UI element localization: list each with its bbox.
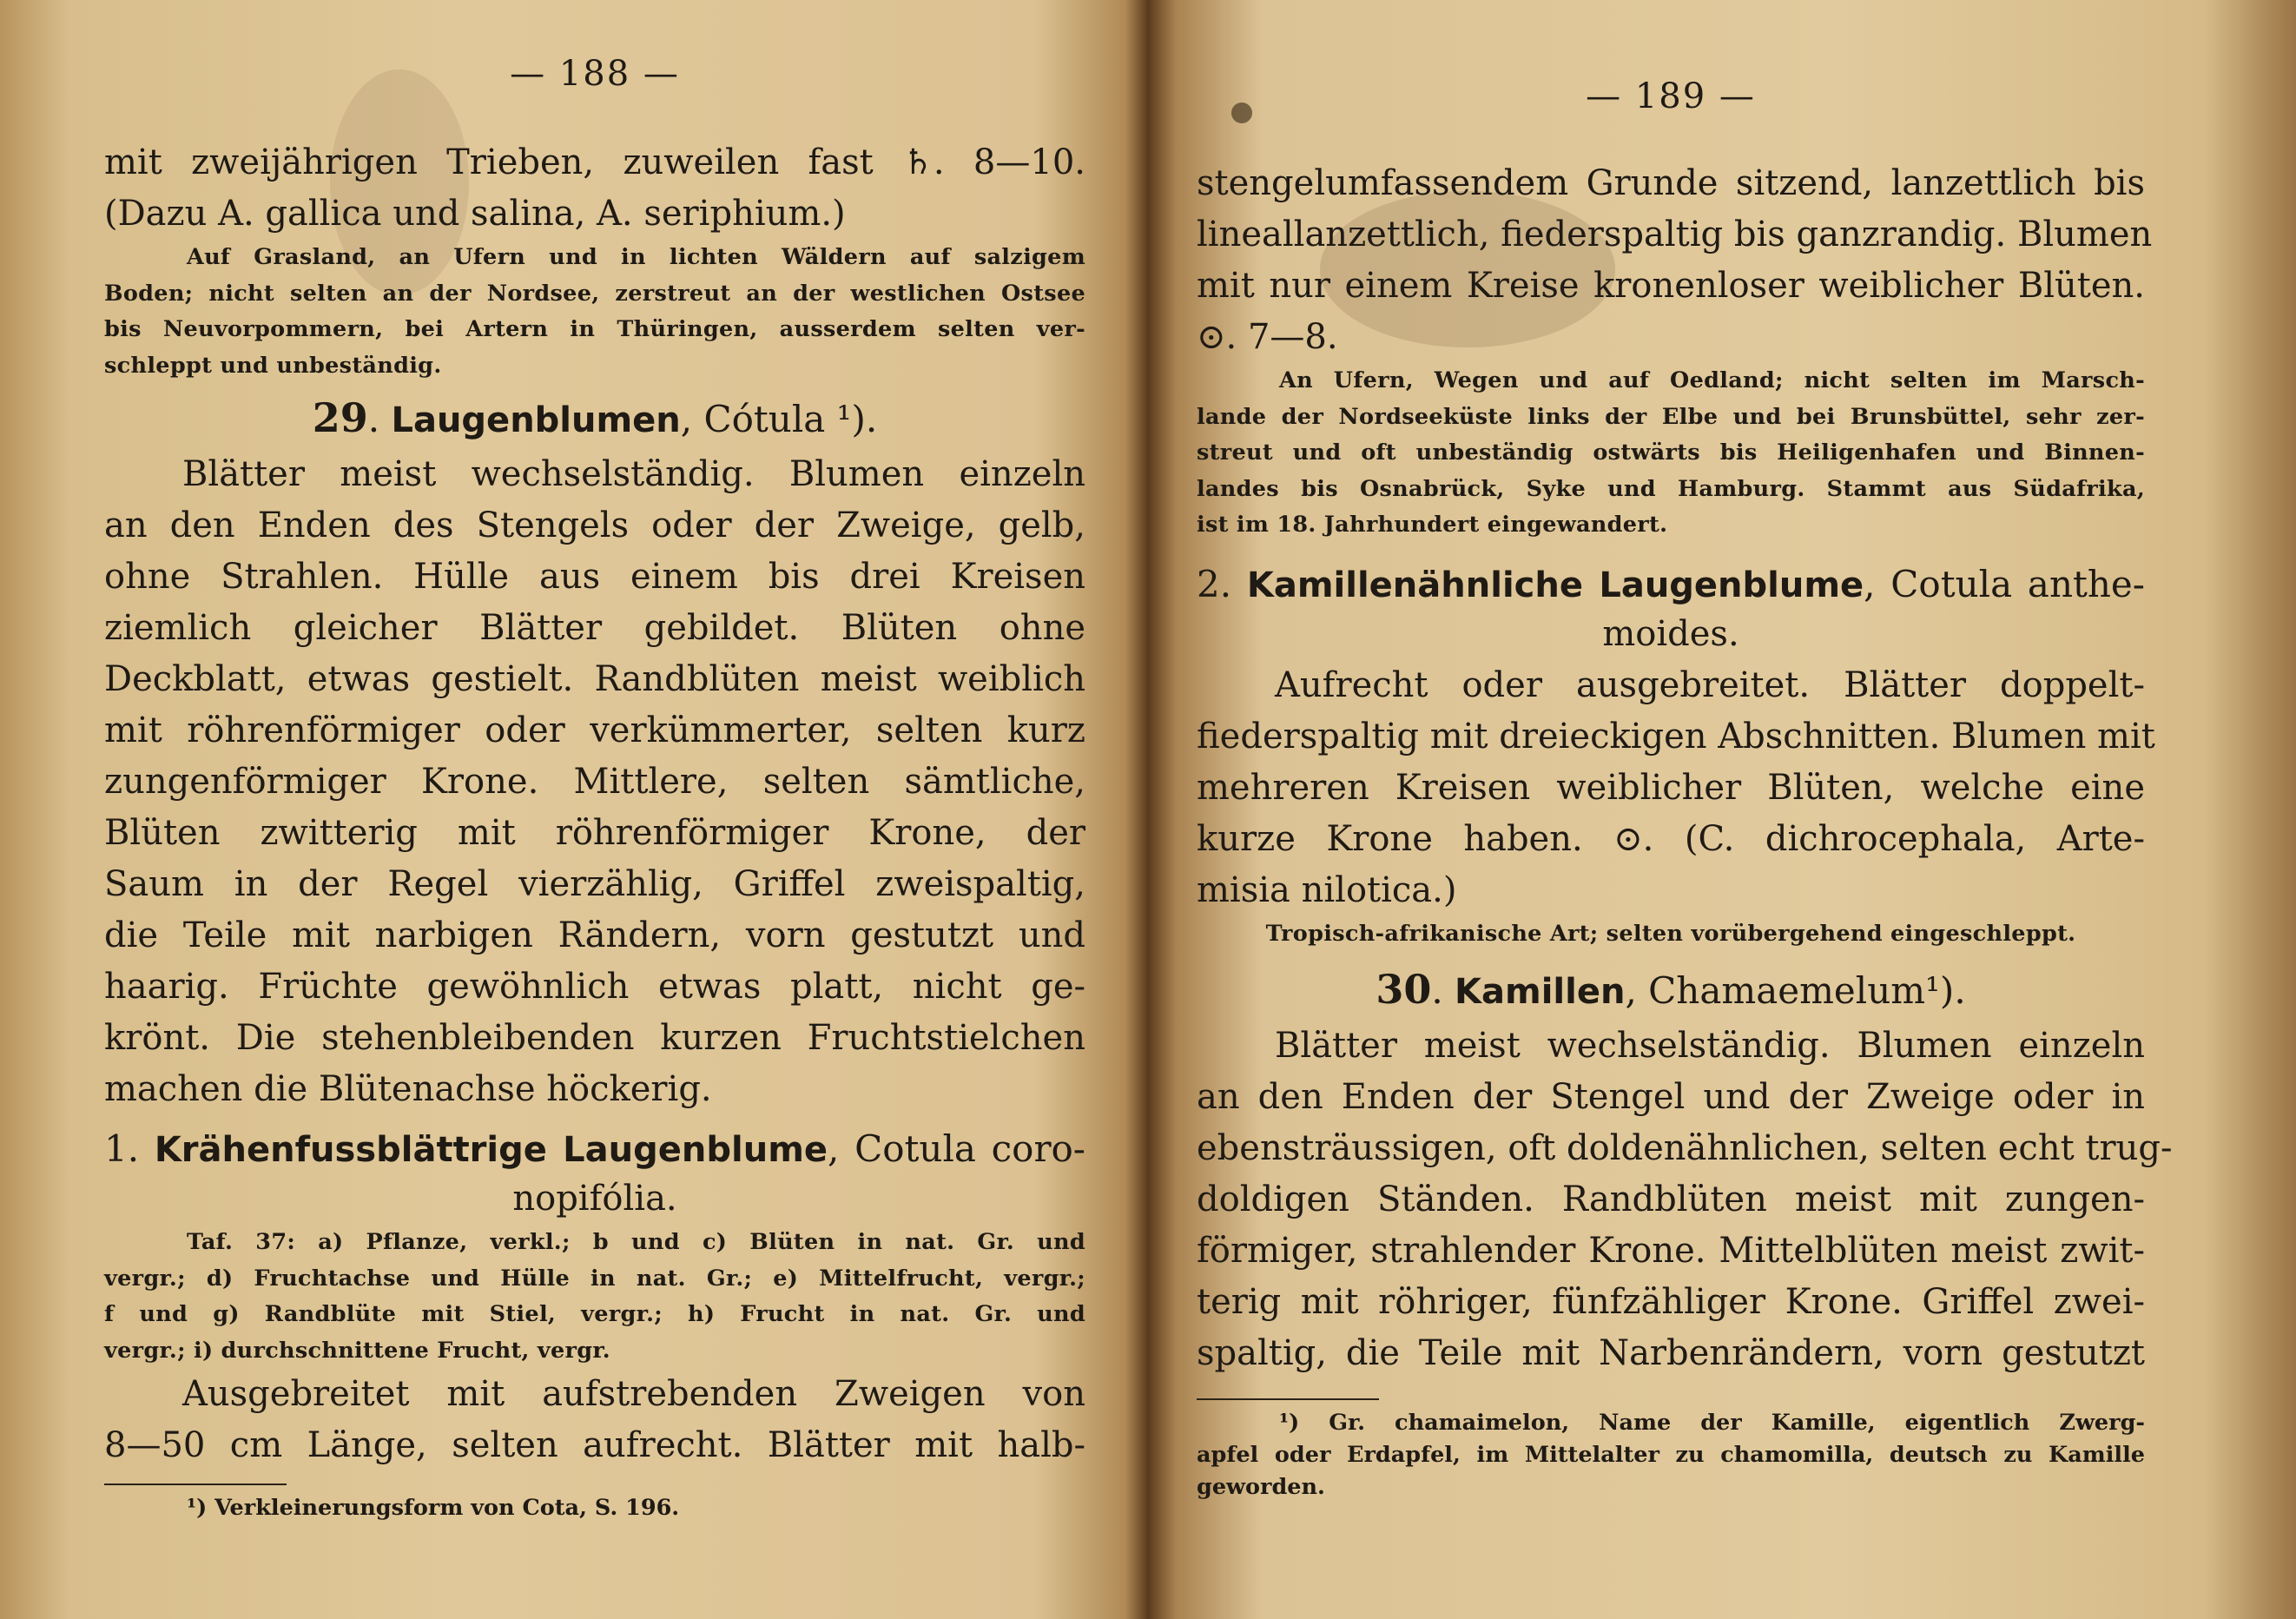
genus-heading: 30. Kamillen, Chamaemelum¹).: [1376, 966, 1966, 1013]
species-heading: [1197, 556, 2145, 614]
footnote-line: geworden.: [1197, 1474, 1325, 1500]
genus-number: 30: [1376, 966, 1432, 1013]
text-line: lineallanzettlich, fiederspaltig bis ganzrandig. Blumen: [1197, 215, 2153, 254]
footnote-line: apfel oder Erdapfel, im Mittelalter zu chamomilla, deutsch zu Kamille: [1197, 1442, 2145, 1468]
text-line: machen die Blütenachse höckerig.: [104, 1069, 712, 1109]
text-line: Ausgebreitet mit aufstrebenden Zweigen von: [182, 1374, 1085, 1414]
text-line: spaltig, die Teile mit Narbenrändern, vorn gestutzt: [1197, 1333, 2145, 1373]
habitat-line: schleppt und unbeständig.: [104, 352, 442, 379]
text-line: stengelumfassendem Grunde sitzend, lanzettlich bis: [1197, 163, 2145, 203]
text-line: ⊙. 7—8.: [1197, 317, 1338, 357]
habitat-line: bis Neuvorpommern, bei Artern in Thüringen, ausserdem selten ver-: [104, 316, 1085, 342]
plate-line: f und g) Randblüte mit Stiel, vergr.; h) Frucht in nat. Gr. und: [104, 1301, 1085, 1327]
genus-number: 29: [312, 394, 368, 441]
text-line: Blätter meist wechselständig. Blumen einzeln: [182, 454, 1085, 494]
footnote-line: ¹) Gr. chamaimelon, Name der Kamille, eigentlich Zwerg-: [1279, 1410, 2145, 1436]
text-line: (Dazu A. gallica und salina, A. seriphium.): [104, 194, 846, 234]
left-page: [104, 0, 1085, 1619]
habitat-line: An Ufern, Wegen und auf Oedland; nicht selten im Marsch-: [1279, 367, 2145, 393]
habitat-line: Boden; nicht selten an der Nordsee, zerstreut an der westlichen Ostsee: [104, 280, 1085, 307]
footnote-rule: [104, 1484, 287, 1485]
text-line: fiederspaltig mit dreieckigen Abschnitten. Blumen mit: [1197, 716, 2155, 757]
footnote: ¹) Verkleinerungsform von Cota, S. 196.: [187, 1495, 680, 1521]
right-page: [1197, 0, 2173, 1619]
text-line: Deckblatt, etwas gestielt. Randblüten meist weiblich: [104, 659, 1085, 699]
species-number: 2.: [1197, 562, 1232, 605]
page-number: — 189 —: [1586, 76, 1756, 116]
text-line: mit nur einem Kreise kronenloser weiblicher Blüten.: [1197, 266, 2145, 306]
text-line: Saum in der Regel vierzählig, Griffel zweispaltig,: [104, 864, 1085, 904]
text-line: die Teile mit narbigen Rändern, vorn gestutzt und: [104, 915, 1085, 955]
text-line: kurze Krone haben. ⊙. (C. dichrocephala, Arte-: [1197, 818, 2145, 859]
habitat-line: ist im 18. Jahrhundert eingewandert.: [1197, 512, 1668, 538]
genus-heading: 29. Laugenblumen, Cótula ¹).: [312, 394, 878, 441]
species-latin-cont: moides.: [1602, 613, 1739, 654]
genus-latin: , Cótula ¹).: [680, 398, 878, 440]
habitat-line: landes bis Osnabrück, Syke und Hamburg. Stammt aus Südafrika,: [1197, 475, 2145, 502]
text-line: mit röhrenförmiger oder verkümmerter, selten kurz: [104, 710, 1085, 750]
text-line: an den Enden des Stengels oder der Zweige, gelb,: [104, 506, 1085, 545]
text-line: förmiger, strahlender Krone. Mittelblüten meist zwit-: [1197, 1231, 2145, 1271]
plate-line: vergr.; i) durchschnittene Frucht, vergr.: [104, 1337, 610, 1364]
page-number: — 188 —: [510, 54, 680, 94]
text-line: Aufrecht oder ausgebreitet. Blätter doppelt-: [1275, 664, 2145, 705]
text-line: ohne Strahlen. Hülle aus einem bis drei Kreisen: [104, 557, 1085, 597]
footnote-rule: [1197, 1398, 1379, 1400]
habitat-line: streut und oft unbeständig ostwärts bis Heiligenhafen und Binnen-: [1197, 439, 2145, 466]
species-name: Krähenfussblättrige Laugenblume: [154, 1130, 828, 1170]
text-line: Blüten zwitterig mit röhrenförmiger Krone, der: [104, 813, 1085, 853]
text-line: misia nilotica.): [1197, 869, 1457, 910]
habitat-line: lande der Nordseeküste links der Elbe und bei Brunsbüttel, sehr zer-: [1197, 403, 2145, 430]
text-line: an den Enden der Stengel und der Zweige oder in: [1197, 1077, 2145, 1117]
text-line: ebensträussigen, oft doldenähnlichen, selten echt trug-: [1197, 1128, 2173, 1168]
text-line: zungenförmiger Krone. Mittlere, selten sämtliche,: [104, 762, 1085, 802]
species-latin-cont: nopifólia.: [512, 1179, 677, 1219]
plate-line: Taf. 37: a) Pflanze, verkl.; b und c) Blüten in nat. Gr. und: [187, 1229, 1085, 1255]
text-line: 8—50 cm Länge, selten aufrecht. Blätter mit halb-: [104, 1425, 1085, 1465]
species-name: Kamillenähnliche Laugenblume: [1246, 565, 1864, 605]
habitat-line: Auf Grasland, an Ufern und in lichten Wäldern auf salzigem: [187, 244, 1085, 270]
species-latin: , Cotula coro-: [828, 1127, 1085, 1170]
text-line: terig mit röhriger, fünfzähliger Krone. Griffel zwei-: [1197, 1282, 2145, 1322]
text-line: mehreren Kreisen weiblicher Blüten, welche eine: [1197, 767, 2145, 808]
text-line: doldigen Ständen. Randblüten meist mit zungen-: [1197, 1180, 2145, 1219]
species-number: 1.: [104, 1127, 140, 1170]
species-heading: [104, 1120, 1085, 1179]
text-line: krönt. Die stehenbleibenden kurzen Fruchtstielchen: [104, 1018, 1085, 1058]
text-line: Blätter meist wechselständig. Blumen einzeln: [1275, 1026, 2145, 1066]
plate-line: vergr.; d) Fruchtachse und Hülle in nat. Gr.; e) Mittelfrucht, vergr.;: [104, 1265, 1085, 1292]
genus-name: Kamillen: [1455, 972, 1626, 1012]
text-line: haarig. Früchte gewöhnlich etwas platt, nicht ge-: [104, 967, 1085, 1007]
text-line: ziemlich gleicher Blätter gebildet. Blüten ohne: [104, 608, 1085, 648]
species-latin: , Cotula anthe-: [1864, 562, 2145, 605]
genus-name: Laugenblumen: [391, 400, 681, 440]
page-body: [104, 137, 1085, 1524]
species-habitat: Tropisch-afrikanische Art; selten vorübergehend eingeschleppt.: [1265, 920, 2076, 947]
genus-latin: , Chamaemelum¹).: [1625, 969, 1966, 1012]
page-body: [1197, 158, 2173, 1503]
text-line: mit zweijährigen Trieben, zuweilen fast ♄. 8—10.: [104, 142, 1085, 182]
